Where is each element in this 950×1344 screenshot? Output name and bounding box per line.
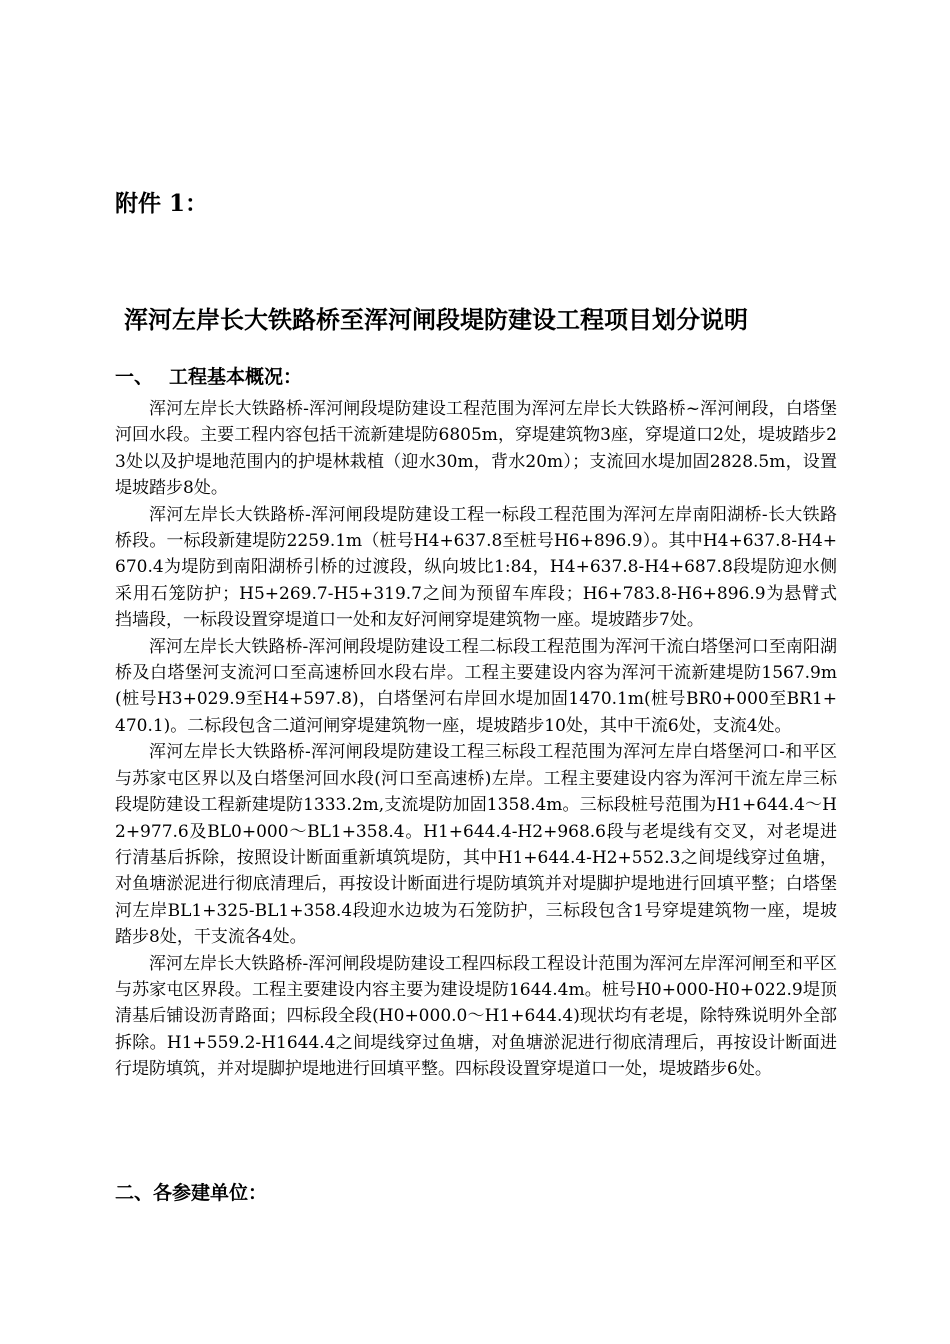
overview-body bbox=[115, 396, 837, 1083]
section-number: 一、 bbox=[115, 366, 154, 388]
section-heading-overview bbox=[115, 362, 302, 392]
paragraph: 浑河左岸长大铁路桥-浑河闸段堤防建设工程二标段工程范围为浑河干流白塔堡河口至南阳湖桥及白塔堡河支流河口至高速桥回水段右岸。工程主要建设内容为浑河干流新建堤防1567.9m(桩号H3+029.9至H4+597.8)，白塔堡河右岸回水堤加固1470.1m(桩号BR0+000至BR1+470.1)。二标段包含二道河闸穿堤建筑物一座，堤坡踏步10处，其中干流6处，支流4处。 bbox=[115, 636, 837, 736]
paragraph: 浑河左岸长大铁路桥-浑河闸段堤防建设工程四标段工程设计范围为浑河左岸浑河闸至和平区与苏家屯区界段。工程主要建设内容主要为建设堤防1644.4m。桩号H0+000-H0+022.9堤顶清基后铺设沥青路面；四标段全段(H0+000.0～H1+644.4)现状均有老堤，除特殊说明外全部拆除。H1+559.2-H1644.4之间堤线穿过鱼塘，对鱼塘淤泥进行彻底清理后，再按设计断面进行堤防填筑，并对堤脚护堤地进行回填平整。四标段设置穿堤道口一处，堤坡踏步6处。 bbox=[115, 953, 837, 1080]
paragraph: 浑河左岸长大铁路桥-浑河闸段堤防建设工程范围为浑河左岸长大铁路桥~浑河闸段，白塔堡河回水段。主要工程内容包括干流新建堤防6805m，穿堤建筑物3座，穿堤道口2处，堤坡踏步23处以及护堤地范围内的护堤林栽植（迎水30m，背水20m）；支流回水堤加固2828.5m，设置堤坡踏步8处。 bbox=[115, 399, 837, 499]
section-heading-text: 各参建单位： bbox=[153, 1182, 268, 1204]
paragraph: 浑河左岸长大铁路桥-浑河闸段堤防建设工程三标段工程范围为浑河左岸白塔堡河口-和平区与苏家屯区界以及白塔堡河回水段(河口至高速桥)左岸。工程主要建设内容为浑河干流左岸三标段堤防建设工程新建堤防1333.2m,支流堤防加固1358.4m。三标段桩号范围为H1+644.4～H2+977.6及BL0+000～BL1+358.4。H1+644.4-H2+968.6段与老堤线有交叉，对老堤进行清基后拆除，按照设计断面重新填筑堤防，其中H1+644.4-H2+552.3之间堤线穿过鱼塘，对鱼塘淤泥进行彻底清理后，再按设计断面进行堤防填筑并对堤脚护堤地进行回填平整；白塔堡河左岸BL1+325-BL1+358.4段迎水边坡为石笼防护，三标段包含1号穿堤建筑物一座，堤坡踏步8处，干支流各4处。 bbox=[115, 742, 837, 948]
section-heading-text: 工程基本概况： bbox=[169, 366, 303, 388]
document-title: 浑河左岸长大铁路桥至浑河闸段堤防建设工程项目划分说明 bbox=[124, 305, 748, 334]
paragraph: 浑河左岸长大铁路桥-浑河闸段堤防建设工程一标段工程范围为浑河左岸南阳湖桥-长大铁路桥段。一标段新建堤防2259.1m（桩号H4+637.8至桩号H6+896.9）。其中H4+637.8-H4+670.4为堤防到南阳湖桥引桥的过渡段，纵向坡比1:84，H4+637.8-H4+687.8段堤防迎水侧采用石笼防护；H5+269.7-H5+319.7之间为预留车库段；H6+783.8-H6+896.9为悬臂式挡墙段，一标段设置穿堤道口一处和友好河闸穿堤建筑物一座。堤坡踏步7处。 bbox=[115, 504, 837, 631]
attachment-label: 附件 1： bbox=[115, 190, 209, 217]
section-number: 二、 bbox=[115, 1182, 154, 1204]
section-heading-participants bbox=[115, 1178, 267, 1208]
